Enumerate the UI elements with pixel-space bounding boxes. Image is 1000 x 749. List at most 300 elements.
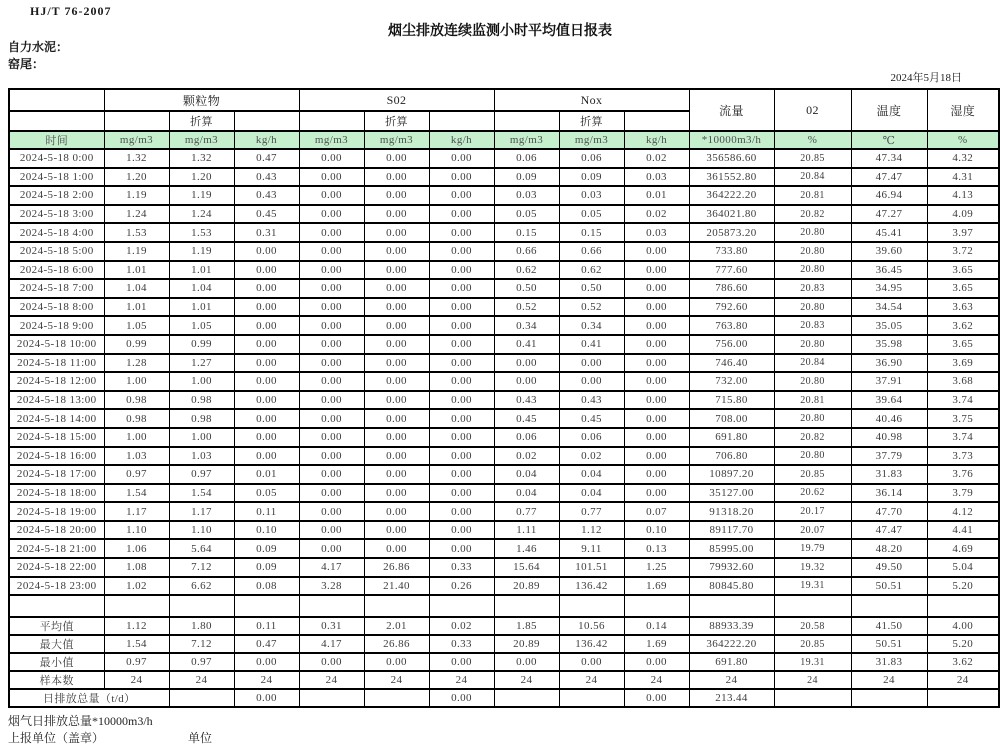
value-cell: 0.00: [299, 428, 364, 447]
value-cell: 3.28: [299, 577, 364, 596]
value-cell: 0.13: [624, 539, 689, 558]
value-cell: 0.00: [429, 335, 494, 354]
value-cell: 20.62: [774, 484, 851, 503]
value-cell: 0.04: [494, 465, 559, 484]
time-cell: 2024-5-18 13:00: [9, 391, 104, 410]
value-cell: 34.54: [851, 298, 927, 317]
value-cell: 1.85: [494, 617, 559, 635]
value-cell: 89117.70: [689, 521, 774, 540]
value-cell: 40.98: [851, 428, 927, 447]
value-cell: 20.80: [774, 223, 851, 242]
empty-cell: [774, 595, 851, 617]
value-cell: 0.77: [559, 502, 624, 521]
value-cell: 36.45: [851, 261, 927, 280]
time-cell: 2024-5-18 17:00: [9, 465, 104, 484]
value-cell: 0.45: [494, 409, 559, 428]
value-cell: 0.10: [234, 521, 299, 540]
col-group-pm: 颗粒物: [104, 89, 299, 111]
value-cell: 0.06: [559, 428, 624, 447]
time-cell: 2024-5-18 1:00: [9, 168, 104, 187]
summary-row: [9, 653, 999, 671]
value-cell: 4.31: [927, 168, 999, 187]
value-cell: 1.06: [104, 539, 169, 558]
header-blank-cell: [104, 111, 169, 131]
value-cell: 0.00: [559, 354, 624, 373]
table-row: [9, 372, 999, 391]
value-cell: 24: [559, 671, 624, 689]
value-cell: 0.00: [364, 205, 429, 224]
value-cell: 1.17: [104, 502, 169, 521]
col-temperature: 温度: [851, 89, 927, 131]
value-cell: 26.86: [364, 635, 429, 653]
value-cell: 1.10: [169, 521, 234, 540]
value-cell: 0.31: [299, 617, 364, 635]
value-cell: 4.00: [927, 617, 999, 635]
value-cell: 1.01: [104, 298, 169, 317]
col-group-nox: Nox: [494, 89, 689, 111]
value-cell: 0.00: [299, 409, 364, 428]
value-cell: 1.19: [104, 242, 169, 261]
value-cell: 1.28: [104, 354, 169, 373]
value-cell: 1.46: [494, 539, 559, 558]
table-row: [9, 316, 999, 335]
value-cell: 0.52: [559, 298, 624, 317]
value-cell: 0.00: [624, 689, 689, 707]
value-cell: 0.00: [234, 354, 299, 373]
value-cell: 0.00: [624, 261, 689, 280]
value-cell: 101.51: [559, 558, 624, 577]
value-cell: 0.09: [234, 539, 299, 558]
converted-label-nox: 折算: [559, 111, 624, 131]
value-cell: 0.05: [234, 484, 299, 503]
value-cell: 0.00: [234, 261, 299, 280]
value-cell: 0.00: [299, 447, 364, 466]
value-cell: 0.09: [234, 558, 299, 577]
value-cell: 80845.80: [689, 577, 774, 596]
value-cell: 1.04: [169, 279, 234, 298]
value-cell: 20.80: [774, 447, 851, 466]
value-cell: 19.31: [774, 653, 851, 671]
value-cell: 0.00: [234, 653, 299, 671]
time-cell: 2024-5-18 4:00: [9, 223, 104, 242]
value-cell: 0.00: [429, 168, 494, 187]
empty-cell: [234, 595, 299, 617]
value-cell: 356586.60: [689, 149, 774, 168]
time-cell: 2024-5-18 2:00: [9, 186, 104, 205]
table-row: [9, 205, 999, 224]
value-cell: 24: [364, 671, 429, 689]
time-cell: 2024-5-18 5:00: [9, 242, 104, 261]
empty-cell: [927, 595, 999, 617]
header-blank-cell: [429, 111, 494, 131]
time-cell: 2024-5-18 10:00: [9, 335, 104, 354]
value-cell: 0.97: [104, 465, 169, 484]
value-cell: 24: [689, 671, 774, 689]
value-cell: 0.10: [624, 521, 689, 540]
value-cell: 0.15: [559, 223, 624, 242]
value-cell: 0.02: [559, 447, 624, 466]
value-cell: 756.00: [689, 335, 774, 354]
value-cell: 706.80: [689, 447, 774, 466]
value-cell: 0.50: [559, 279, 624, 298]
value-cell: 20.85: [774, 635, 851, 653]
value-cell: 5.04: [927, 558, 999, 577]
col-group-so2: S02: [299, 89, 494, 111]
value-cell: 0.00: [364, 428, 429, 447]
value-cell: 20.80: [774, 261, 851, 280]
summary-label-cell: 平均值: [9, 617, 104, 635]
value-cell: 0.00: [234, 447, 299, 466]
value-cell: 0.00: [364, 539, 429, 558]
value-cell: 3.76: [927, 465, 999, 484]
report-unit-label: 上报单位（盖章）: [8, 731, 105, 745]
value-cell: 1.10: [104, 521, 169, 540]
value-cell: 47.47: [851, 521, 927, 540]
page-title: 烟尘排放连续监测小时平均值日报表: [388, 24, 612, 39]
value-cell: 37.79: [851, 447, 927, 466]
time-cell: 2024-5-18 14:00: [9, 409, 104, 428]
value-cell: 0.00: [624, 279, 689, 298]
value-cell: 0.00: [364, 168, 429, 187]
value-cell: 0.00: [234, 409, 299, 428]
value-cell: 0.00: [364, 354, 429, 373]
unit-label: 单位: [188, 731, 213, 745]
value-cell: 0.11: [234, 617, 299, 635]
value-cell: 2.01: [364, 617, 429, 635]
value-cell: 0.00: [429, 391, 494, 410]
value-cell: 0.00: [429, 372, 494, 391]
value-cell: 31.83: [851, 465, 927, 484]
value-cell: 1.01: [169, 261, 234, 280]
value-cell: 39.60: [851, 242, 927, 261]
time-cell: 2024-5-18 23:00: [9, 577, 104, 596]
value-cell: 0.50: [494, 279, 559, 298]
unit-cell: mg/m3: [559, 131, 624, 149]
summary-label-cell: 最大值: [9, 635, 104, 653]
value-cell: 0.04: [559, 484, 624, 503]
value-cell: 0.00: [299, 502, 364, 521]
empty-cell: [9, 595, 104, 617]
value-cell: 36.14: [851, 484, 927, 503]
value-cell: 1.32: [169, 149, 234, 168]
value-cell: 0.00: [624, 316, 689, 335]
empty-cell: [494, 595, 559, 617]
value-cell: 1.17: [169, 502, 234, 521]
empty-cell: [364, 595, 429, 617]
value-cell: 0.98: [104, 391, 169, 410]
value-cell: [774, 689, 851, 707]
value-cell: 205873.20: [689, 223, 774, 242]
value-cell: 0.00: [299, 653, 364, 671]
time-cell: 2024-5-18 22:00: [9, 558, 104, 577]
table-row: [9, 465, 999, 484]
value-cell: 0.98: [169, 391, 234, 410]
value-cell: 20.89: [494, 577, 559, 596]
value-cell: 0.43: [559, 391, 624, 410]
value-cell: 0.00: [624, 298, 689, 317]
table-row: [9, 354, 999, 373]
value-cell: 24: [927, 671, 999, 689]
value-cell: 4.32: [927, 149, 999, 168]
time-cell: 2024-5-18 18:00: [9, 484, 104, 503]
value-cell: 15.64: [494, 558, 559, 577]
unit-cell: mg/m3: [364, 131, 429, 149]
value-cell: 0.00: [364, 242, 429, 261]
value-cell: 0.41: [494, 335, 559, 354]
value-cell: 3.79: [927, 484, 999, 503]
spacer-row: [9, 595, 999, 617]
value-cell: 0.00: [364, 391, 429, 410]
value-cell: 46.94: [851, 186, 927, 205]
value-cell: 1.54: [169, 484, 234, 503]
value-cell: 0.00: [364, 261, 429, 280]
value-cell: 0.62: [559, 261, 624, 280]
value-cell: 1.03: [169, 447, 234, 466]
value-cell: 3.68: [927, 372, 999, 391]
value-cell: 3.73: [927, 447, 999, 466]
value-cell: 3.65: [927, 335, 999, 354]
value-cell: 0.98: [104, 409, 169, 428]
value-cell: 0.00: [364, 335, 429, 354]
value-cell: 0.00: [624, 354, 689, 373]
footer-line: [8, 729, 212, 746]
value-cell: 0.00: [429, 298, 494, 317]
table-row: [9, 539, 999, 558]
value-cell: 0.03: [494, 186, 559, 205]
value-cell: 0.00: [429, 149, 494, 168]
table-row: [9, 577, 999, 596]
value-cell: 0.00: [299, 149, 364, 168]
value-cell: 0.00: [624, 653, 689, 671]
value-cell: 691.80: [689, 653, 774, 671]
value-cell: 20.85: [774, 465, 851, 484]
value-cell: 0.00: [364, 279, 429, 298]
value-cell: 20.83: [774, 279, 851, 298]
time-cell: 2024-5-18 16:00: [9, 447, 104, 466]
value-cell: 0.43: [494, 391, 559, 410]
value-cell: 0.62: [494, 261, 559, 280]
value-cell: 786.60: [689, 279, 774, 298]
value-cell: 0.34: [494, 316, 559, 335]
value-cell: 0.00: [299, 391, 364, 410]
value-cell: 0.00: [299, 316, 364, 335]
value-cell: 0.00: [299, 354, 364, 373]
value-cell: 0.00: [429, 521, 494, 540]
value-cell: 0.45: [559, 409, 624, 428]
value-cell: [559, 689, 624, 707]
value-cell: 1.27: [169, 354, 234, 373]
company-name: 自力水泥：: [8, 40, 69, 54]
summary-row: [9, 617, 999, 635]
value-cell: 0.00: [364, 223, 429, 242]
value-cell: [169, 689, 234, 707]
value-cell: 0.99: [104, 335, 169, 354]
value-cell: 0.09: [494, 168, 559, 187]
value-cell: 0.00: [364, 653, 429, 671]
value-cell: 0.07: [624, 502, 689, 521]
value-cell: 35.98: [851, 335, 927, 354]
value-cell: 0.00: [429, 279, 494, 298]
value-cell: 31.83: [851, 653, 927, 671]
value-cell: 0.00: [624, 428, 689, 447]
value-cell: 0.00: [299, 539, 364, 558]
value-cell: 136.42: [559, 577, 624, 596]
value-cell: 0.00: [234, 428, 299, 447]
value-cell: 213.44: [689, 689, 774, 707]
value-cell: 732.00: [689, 372, 774, 391]
value-cell: 5.20: [927, 635, 999, 653]
value-cell: 35127.00: [689, 484, 774, 503]
value-cell: 0.47: [234, 149, 299, 168]
empty-cell: [104, 595, 169, 617]
value-cell: 20.81: [774, 391, 851, 410]
table-row: [9, 335, 999, 354]
unit-cell: kg/h: [429, 131, 494, 149]
value-cell: 50.51: [851, 577, 927, 596]
value-cell: 35.05: [851, 316, 927, 335]
value-cell: 733.80: [689, 242, 774, 261]
value-cell: 3.74: [927, 428, 999, 447]
value-cell: 20.17: [774, 502, 851, 521]
value-cell: 3.72: [927, 242, 999, 261]
value-cell: 1.19: [104, 186, 169, 205]
value-cell: 20.80: [774, 242, 851, 261]
value-cell: 4.09: [927, 205, 999, 224]
value-cell: 6.62: [169, 577, 234, 596]
col-o2: 02: [774, 89, 851, 131]
value-cell: 1.69: [624, 577, 689, 596]
value-cell: 0.31: [234, 223, 299, 242]
table-row: [9, 558, 999, 577]
value-cell: 1.80: [169, 617, 234, 635]
value-cell: 0.00: [429, 409, 494, 428]
value-cell: 0.00: [364, 409, 429, 428]
value-cell: 0.06: [494, 428, 559, 447]
value-cell: 0.00: [429, 223, 494, 242]
value-cell: 1.00: [169, 428, 234, 447]
table-row: [9, 223, 999, 242]
value-cell: 1.01: [169, 298, 234, 317]
value-cell: 0.52: [494, 298, 559, 317]
value-cell: 0.06: [494, 149, 559, 168]
value-cell: 1.01: [104, 261, 169, 280]
value-cell: 0.00: [429, 186, 494, 205]
value-cell: 0.00: [429, 428, 494, 447]
daily-total-label-cell: 日排放总量（t/d）: [9, 689, 169, 707]
value-cell: 0.00: [494, 354, 559, 373]
value-cell: 26.86: [364, 558, 429, 577]
report-date: 2024年5月18日: [890, 72, 962, 84]
value-cell: 1.54: [104, 635, 169, 653]
value-cell: 48.20: [851, 539, 927, 558]
value-cell: 45.41: [851, 223, 927, 242]
table-row: [9, 168, 999, 187]
table-row: [9, 428, 999, 447]
flue-gas-total-label: 烟气日排放总量*10000m3/h: [8, 714, 153, 728]
daily-total-row: [9, 689, 999, 707]
value-cell: 0.00: [364, 521, 429, 540]
empty-cell: [559, 595, 624, 617]
time-cell: 2024-5-18 12:00: [9, 372, 104, 391]
value-cell: 10.56: [559, 617, 624, 635]
value-cell: 0.00: [299, 465, 364, 484]
value-cell: 0.00: [299, 205, 364, 224]
value-cell: 9.11: [559, 539, 624, 558]
header-blank-cell: [299, 111, 364, 131]
value-cell: 1.32: [104, 149, 169, 168]
value-cell: 3.74: [927, 391, 999, 410]
value-cell: 0.00: [429, 689, 494, 707]
value-cell: 0.01: [624, 186, 689, 205]
unit-cell-o2: %: [774, 131, 851, 149]
value-cell: 20.84: [774, 354, 851, 373]
value-cell: 7.12: [169, 558, 234, 577]
value-cell: 0.06: [559, 149, 624, 168]
value-cell: 20.82: [774, 428, 851, 447]
value-cell: 34.95: [851, 279, 927, 298]
value-cell: 36.90: [851, 354, 927, 373]
value-cell: 1.12: [559, 521, 624, 540]
value-cell: 0.00: [364, 502, 429, 521]
empty-cell: [299, 595, 364, 617]
value-cell: 0.02: [624, 149, 689, 168]
value-cell: 47.47: [851, 168, 927, 187]
value-cell: 20.80: [774, 372, 851, 391]
header-blank-cell: [9, 111, 104, 131]
header-blank-cell: [624, 111, 689, 131]
value-cell: 691.80: [689, 428, 774, 447]
value-cell: 1.53: [169, 223, 234, 242]
value-cell: 3.62: [927, 316, 999, 335]
value-cell: 5.20: [927, 577, 999, 596]
value-cell: 0.00: [429, 242, 494, 261]
value-cell: 3.62: [927, 653, 999, 671]
value-cell: 0.00: [364, 465, 429, 484]
value-cell: 4.17: [299, 558, 364, 577]
value-cell: 0.00: [364, 298, 429, 317]
value-cell: 20.85: [774, 149, 851, 168]
value-cell: 0.00: [624, 484, 689, 503]
value-cell: 746.40: [689, 354, 774, 373]
value-cell: 0.77: [494, 502, 559, 521]
table-row: [9, 298, 999, 317]
value-cell: 0.00: [364, 316, 429, 335]
value-cell: 1.19: [169, 242, 234, 261]
value-cell: 41.50: [851, 617, 927, 635]
value-cell: 0.00: [299, 261, 364, 280]
value-cell: 0.00: [494, 372, 559, 391]
value-cell: 19.32: [774, 558, 851, 577]
value-cell: 1.24: [169, 205, 234, 224]
unit-cell: kg/h: [234, 131, 299, 149]
value-cell: 21.40: [364, 577, 429, 596]
value-cell: 91318.20: [689, 502, 774, 521]
time-cell: 2024-5-18 9:00: [9, 316, 104, 335]
value-cell: 0.47: [234, 635, 299, 653]
value-cell: 0.00: [429, 502, 494, 521]
value-cell: 0.00: [624, 372, 689, 391]
value-cell: 1.24: [104, 205, 169, 224]
value-cell: 0.98: [169, 409, 234, 428]
value-cell: 47.70: [851, 502, 927, 521]
value-cell: 0.08: [234, 577, 299, 596]
value-cell: 20.84: [774, 168, 851, 187]
value-cell: 1.54: [104, 484, 169, 503]
value-cell: 0.02: [494, 447, 559, 466]
table-row: [9, 242, 999, 261]
time-cell: 2024-5-18 20:00: [9, 521, 104, 540]
value-cell: 361552.80: [689, 168, 774, 187]
